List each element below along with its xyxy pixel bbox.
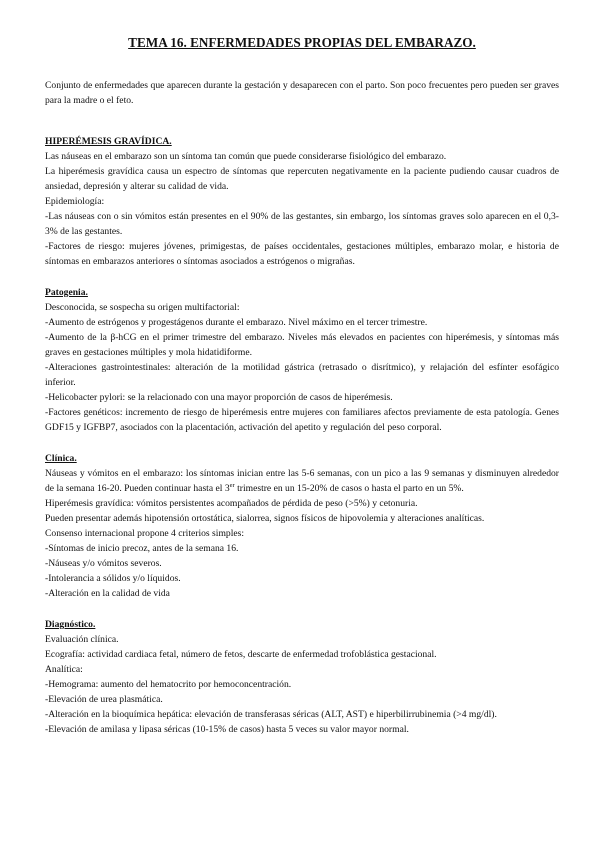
paragraph-line: -Náuseas y/o vómitos severos. <box>45 558 162 569</box>
intro-paragraph: Conjunto de enfermedades que aparecen durante la gestación y desaparecen con el parto. Son poco frecuentes pero pueden ser graves para la madre o el feto. <box>45 80 559 106</box>
section-patogenia <box>45 285 559 435</box>
paragraph-line: -Helicobacter pylori: se la relacionado con una mayor proporción de casos de hiperémesis. <box>45 392 393 403</box>
paragraph-line: -Síntomas de inicio precoz, antes de la semana 16. <box>45 543 239 554</box>
paragraph-line: Evaluación clínica. <box>45 634 119 645</box>
paragraph-line: Desconocida, se sospecha su origen multifactorial: <box>45 302 240 313</box>
section-heading: HIPERÉMESIS GRAVÍDICA. <box>45 136 172 147</box>
paragraph-line: -Factores de riesgo: mujeres jóvenes, primigestas, de países occidentales, gestaciones múltiples, embarazo molar, e historia de síntomas en embarazos anteriores o síntomas asociados a estrógenos o migrañas. <box>45 241 559 267</box>
paragraph-line: -Alteraciones gastrointestinales: alteración de la motilidad gástrica (retrasado o disrítmico), y relajación del esfínter esofágico inferior. <box>45 362 559 388</box>
paragraph-line: -Elevación de urea plasmática. <box>45 694 163 705</box>
paragraph-line: Ecografía: actividad cardiaca fetal, número de fetos, descarte de enfermedad trofoblástica gestacional. <box>45 649 437 660</box>
document-page <box>45 34 559 753</box>
paragraph-line: -Factores genéticos: incremento de riesgo de hiperémesis entre mujeres con familiares afectos previamente de esta patología. Genes GDF15 y IGFBP7, asociados con la placentación, activación del apetito y regulación del peso corporal. <box>45 407 559 433</box>
section-heading: Clínica. <box>45 453 77 464</box>
paragraph-line: Hiperémesis gravídica: vómitos persistentes acompañados de pérdida de peso (>5%) y cetonuria. <box>45 498 418 509</box>
paragraph-line: Analítica: <box>45 664 83 675</box>
paragraph-line: -Aumento de estrógenos y progestágenos durante el embarazo. Nivel máximo en el tercer trimestre. <box>45 317 428 328</box>
paragraph-line: -Alteración en la bioquímica hepática: elevación de transferasas séricas (ALT, AST) e hiperbilirrubinemia (>4 mg/dl). <box>45 709 497 720</box>
text-run: trimestre en un 15-20% de casos o hasta el parto en un 5%. <box>234 483 464 494</box>
paragraph-line <box>45 466 559 496</box>
document-title: TEMA 16. ENFERMEDADES PROPIAS DEL EMBARAZO. <box>128 35 476 50</box>
paragraph-line: La hiperémesis gravídica causa un espectro de síntomas que repercuten negativamente en la paciente pudiendo causar cuadros de ansiedad, depresión y alterar su calidad de vida. <box>45 166 559 192</box>
paragraph-line: -Alteración en la calidad de vida <box>45 588 170 599</box>
paragraph-line: Epidemiología: <box>45 196 105 207</box>
text-run: Náuseas y vómitos en el embarazo: los síntomas inician entre las 5-6 semanas, con un pico a las 9 semanas y disminuyen alrededor de la semana 16-20. Pueden continuar hasta el 3 <box>45 468 559 494</box>
paragraph-line: -Elevación de amilasa y lipasa séricas (10-15% de casos) hasta 5 veces su valor mayor normal. <box>45 724 409 735</box>
paragraph-line: Pueden presentar además hipotensión ortostática, sialorrea, signos físicos de hipovolemia y alteraciones analíticas. <box>45 513 485 524</box>
paragraph-line: -Las náuseas con o sin vómitos están presentes en el 90% de las gestantes, sin embargo, los síntomas graves solo aparecen en el 0,3-3% de las gestantes. <box>45 211 559 237</box>
paragraph-line: -Aumento de la β-hCG en el primer trimestre del embarazo. Niveles más elevados en pacientes con hiperémesis, y síntomas más graves en gestaciones múltiples y mola hidatidiforme. <box>45 332 559 358</box>
section-heading: Patogenia. <box>45 287 88 298</box>
superscript-text: er <box>229 481 235 489</box>
section-hiperemesis <box>45 134 559 269</box>
section-heading: Diagnóstico. <box>45 619 96 630</box>
paragraph-line: Las náuseas en el embarazo son un síntoma tan común que puede considerarse fisiológico del embarazo. <box>45 151 447 162</box>
paragraph-line: -Hemograma: aumento del hematocrito por hemoconcentración. <box>45 679 292 690</box>
section-clinica <box>45 451 559 601</box>
paragraph-line: -Intolerancia a sólidos y/o líquidos. <box>45 573 181 584</box>
paragraph-line: Consenso internacional propone 4 criterios simples: <box>45 528 245 539</box>
section-diagnostico <box>45 617 559 737</box>
